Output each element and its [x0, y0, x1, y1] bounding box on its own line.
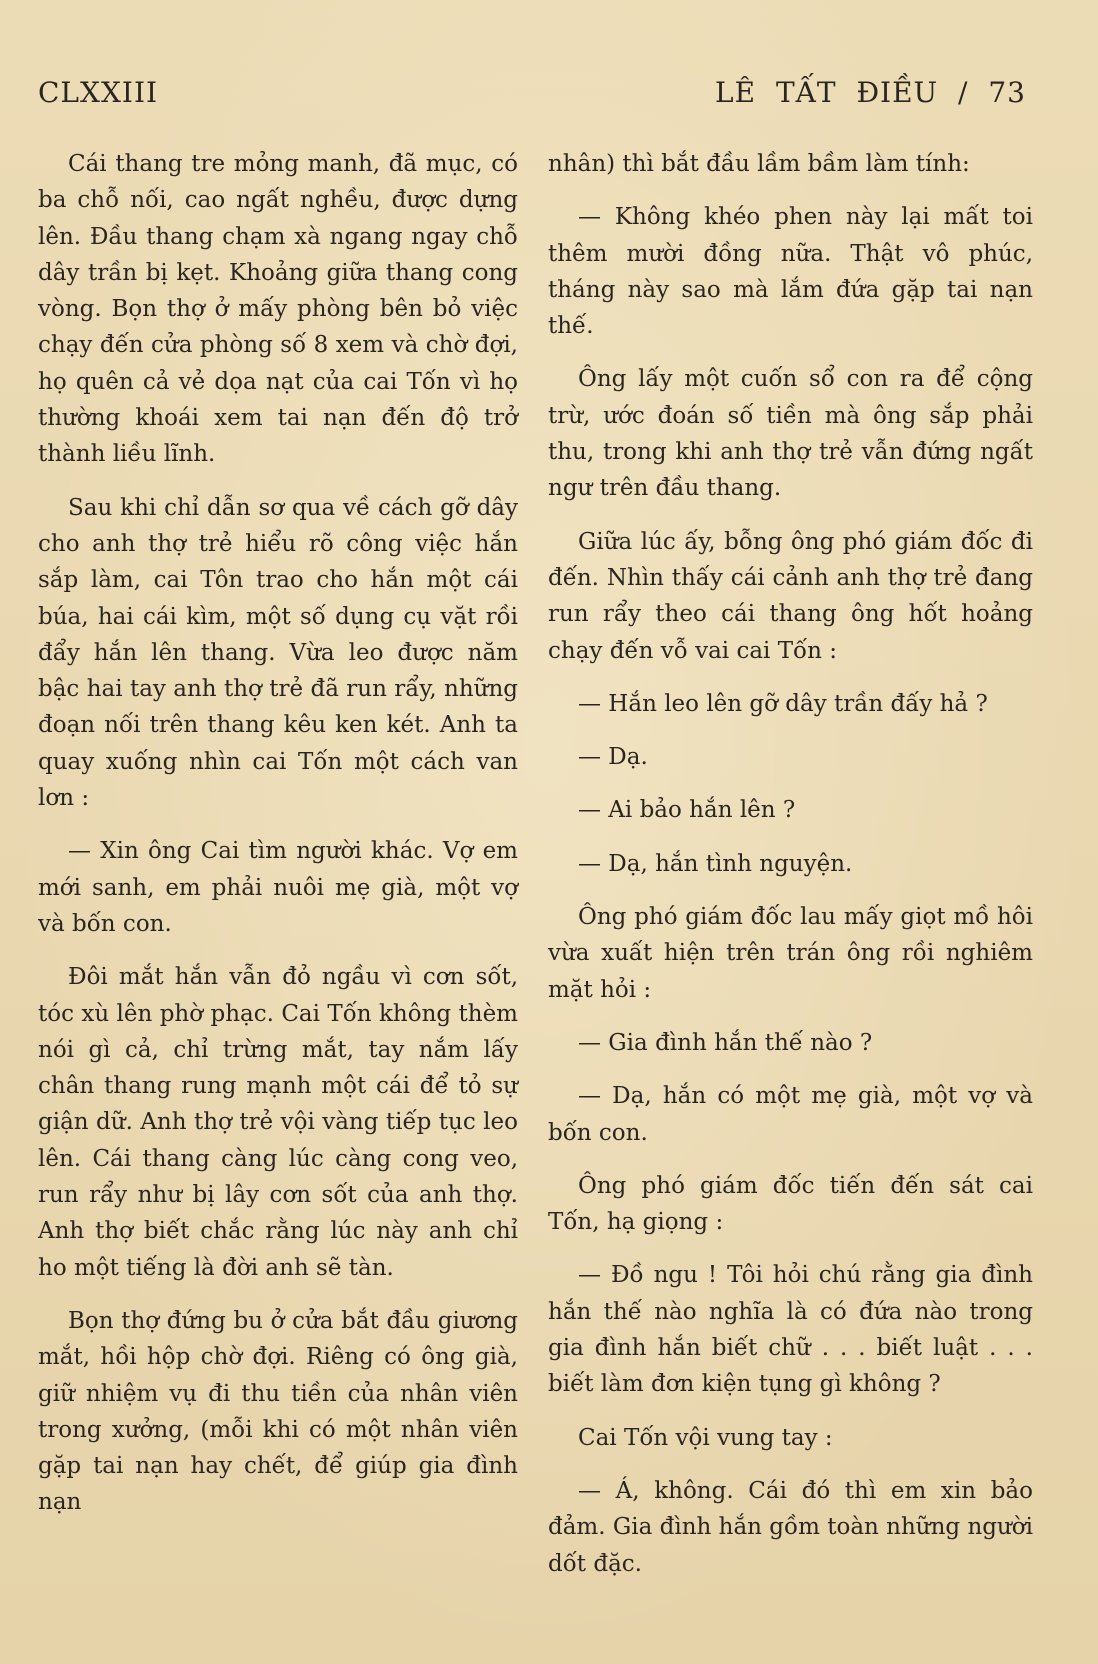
- paragraph: nhân) thì bắt đầu lầm bầm làm tính:: [548, 151, 970, 177]
- chapter-number: CLXXIII: [38, 76, 159, 109]
- paragraph: Bọn thợ đứng bu ở cửa bắt đầu giương mắt, hồi hộp chờ đợi. Riêng có ông già, giữ nhiệm vụ đi thu tiền của nhân viên trong xưởng, (mỗi khi có một nhân viên gặp tai nạn hay chết, để giúp gia đình nạn: [38, 1307, 518, 1516]
- paragraph: Đôi mắt hắn vẫn đỏ ngầu vì cơn sốt, tóc xù lên phờ phạc. Cai Tốn không thèm nói gì cả, chỉ trừng mắt, tay nắm lấy chân thang rung mạnh một cái để tỏ sự giận dữ. Anh thợ trẻ vội vàng tiếp tục leo lên. Cái thang càng lúc càng cong veo, run rẩy như bị lây cơn sốt của anh thợ. Anh thợ biết chắc rằng lúc này anh chỉ ho một tiếng là đời anh sẽ tàn.: [38, 964, 518, 1281]
- page-header: [38, 76, 1026, 116]
- paragraph: Cái thang tre mỏng manh, đã mục, có ba chỗ nối, cao ngất nghều, được dựng lên. Đầu thang chạm xà ngang ngay chỗ dây trần bị kẹt. Khoảng giữa thang cong vòng. Bọn thợ ở mấy phòng bên bỏ việc chạy đến cửa phòng số 8 xem và chờ đợi, họ quên cả vẻ dọa nạt của cai Tốn vì họ thường khoái xem tai nạn đến độ trở thành liều lĩnh.: [38, 151, 518, 468]
- paragraph: Ông lấy một cuốn sổ con ra để cộng trừ, ước đoán số tiền mà ông sắp phải thu, trong khi anh thợ trẻ vẫn đứng ngất ngư trên đầu thang.: [548, 366, 1033, 502]
- paragraph: Ông phó giám đốc tiến đến sát cai Tốn, hạ giọng :: [548, 1172, 1033, 1236]
- author-page-number: LÊ TẤT ĐIỀU / 73: [715, 76, 1026, 109]
- paragraph: — Ai bảo hắn lên ?: [578, 797, 796, 824]
- paragraph: — Dạ.: [578, 744, 648, 771]
- paragraph: — Gia đình hắn thế nào ?: [578, 1029, 873, 1056]
- paragraph: — Không khéo phen này lại mất toi thêm mười đồng nữa. Thật vô phúc, tháng này sao mà lắm đứa gặp tai nạn thế.: [548, 204, 1033, 340]
- paragraph: Sau khi chỉ dẫn sơ qua về cách gỡ dây cho anh thợ trẻ hiểu rõ công việc hắn sắp làm, cai Tôn trao cho hắn một cái búa, hai cái kìm, một số dụng cụ vặt rồi đẩy hắn lên thang. Vừa leo được năm bậc hai tay anh thợ trẻ đã run rẩy, những đoạn nối trên thang kêu ken két. Anh ta quay xuống nhìn cai Tốn một cách van lơn :: [38, 494, 518, 812]
- paragraph: Cai Tốn vội vung tay :: [578, 1424, 833, 1451]
- paragraph: — Dạ, hắn có một mẹ già, một vợ và bốn con.: [548, 1083, 1033, 1146]
- right-column: [548, 146, 1033, 1582]
- paragraph: — Hắn leo lên gỡ dây trần đấy hả ?: [578, 690, 988, 717]
- paragraph: — Dạ, hắn tình nguyện.: [578, 850, 853, 877]
- paragraph: Giữa lúc ấy, bỗng ông phó giám đốc đi đến. Nhìn thấy cái cảnh anh thợ trẻ đang run rẩy theo cái thang ông hốt hoảng chạy đến vỗ vai cai Tốn :: [548, 528, 1033, 664]
- paragraph: Ông phó giám đốc lau mấy giọt mồ hôi vừa xuất hiện trên trán ông rồi nghiêm mặt hỏi :: [548, 904, 1033, 1003]
- paragraph: — Đồ ngu ! Tôi hỏi chú rằng gia đình hắn thế nào nghĩa là có đứa nào trong gia đình hắn biết chữ . . . biết luật . . . biết làm đơn kiện tụng gì không ?: [548, 1262, 1033, 1398]
- paragraph: — Á, không. Cái đó thì em xin bảo đảm. Gia đình hắn gồm toàn những người dốt đặc.: [548, 1477, 1033, 1577]
- paragraph: — Xin ông Cai tìm người khác. Vợ em mới sanh, em phải nuôi mẹ già, một vợ và bốn con.: [38, 838, 518, 937]
- left-column: [38, 146, 518, 1521]
